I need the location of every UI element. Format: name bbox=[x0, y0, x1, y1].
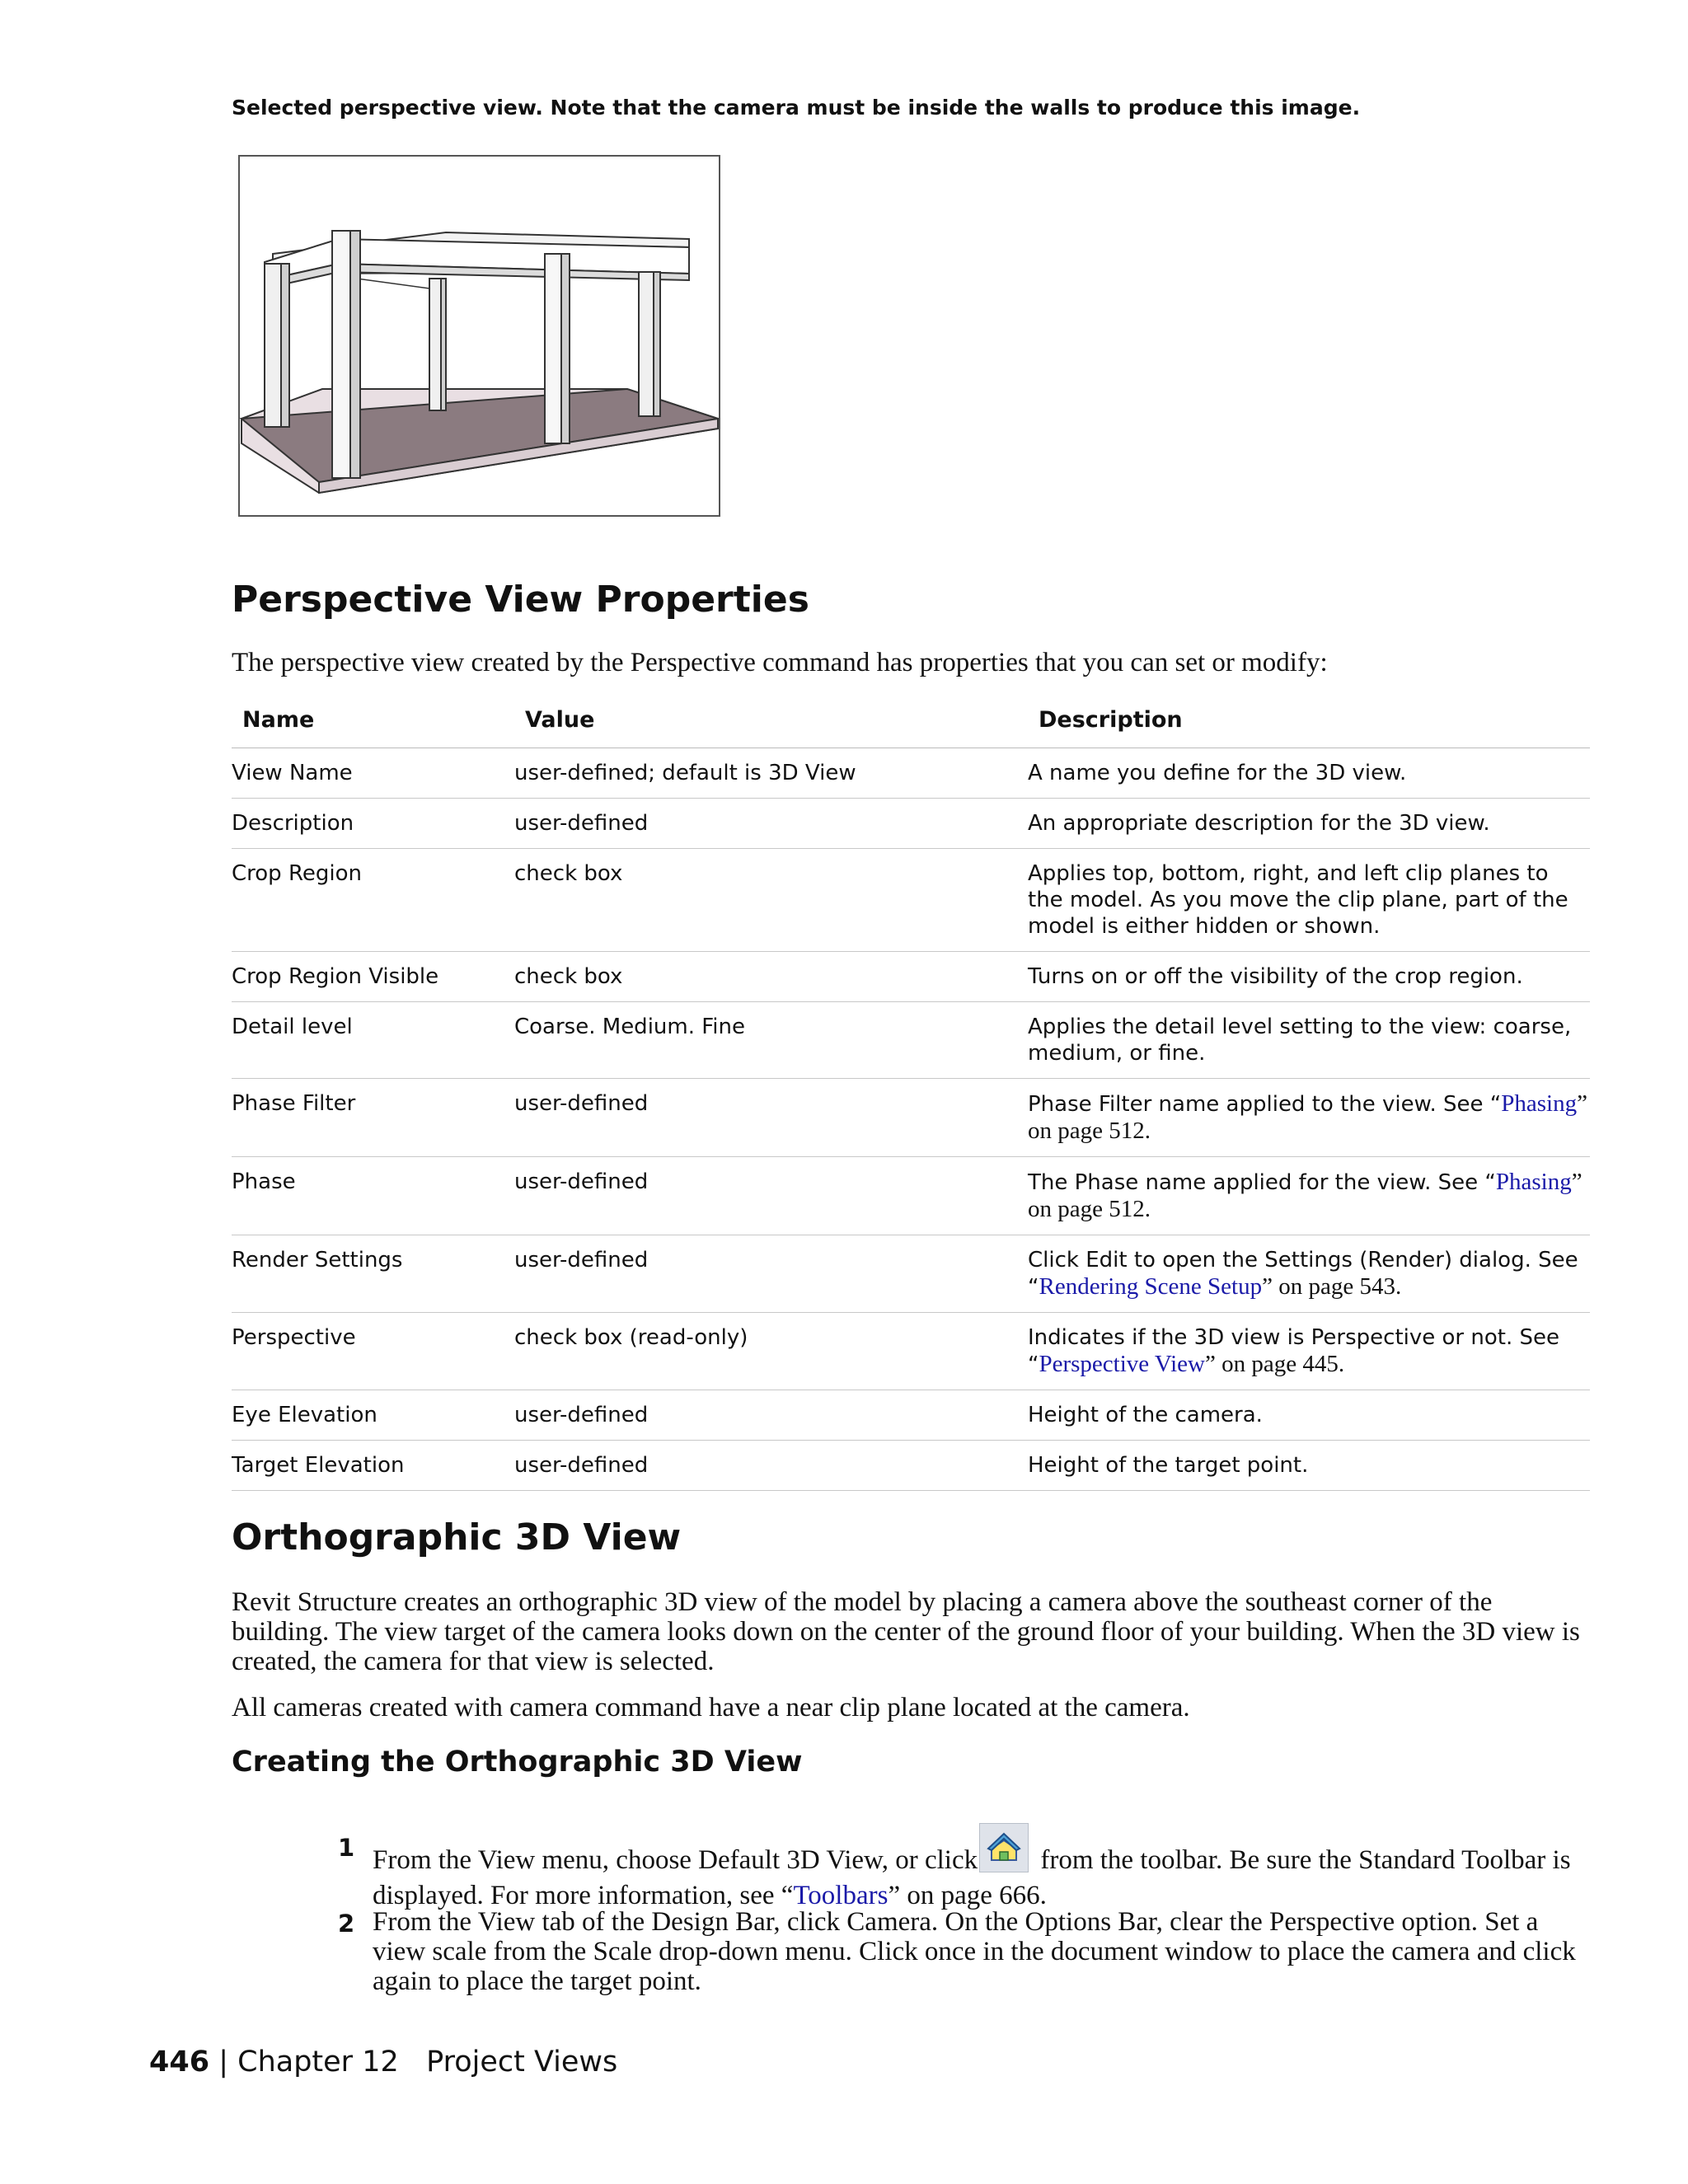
cell-description: Height of the camera. bbox=[1028, 1390, 1590, 1441]
cell-value: user-defined bbox=[514, 1079, 1028, 1157]
phasing-link[interactable]: Phasing bbox=[1501, 1090, 1578, 1117]
perspective-view-link[interactable]: Perspective View bbox=[1039, 1351, 1205, 1377]
table-row bbox=[232, 799, 1590, 849]
properties-table bbox=[232, 694, 1590, 1491]
page-number: 446 bbox=[149, 2046, 210, 2079]
orthographic-paragraph-1: Revit Structure creates an orthographic 3D view of the model by placing a camera above the southeast corner of the building. The view target of the camera looks down on the center of the ground floor of your building. When the 3D view is created, the camera for that view is selected. bbox=[232, 1587, 1580, 1676]
footer-chapter-title: Project Views bbox=[426, 2046, 618, 2079]
cell-name: Render Settings bbox=[232, 1235, 514, 1313]
rendering-scene-setup-link[interactable]: Rendering Scene Setup bbox=[1039, 1273, 1263, 1300]
table-row bbox=[232, 1441, 1590, 1491]
orthographic-paragraph-2: All cameras created with camera command have a near clip plane located at the camera. bbox=[232, 1693, 1190, 1722]
cell-value: user-defined; default is 3D View bbox=[514, 748, 1028, 799]
description-page-ref: ” on page 543. bbox=[1262, 1273, 1402, 1300]
figure-caption: Selected perspective view. Note that the camera must be inside the walls to produce this image. bbox=[232, 96, 1361, 120]
phasing-link[interactable]: Phasing bbox=[1495, 1169, 1572, 1195]
toolbars-link[interactable]: Toolbars bbox=[793, 1881, 889, 1910]
cell-description bbox=[1028, 1313, 1590, 1390]
table-row bbox=[232, 748, 1590, 799]
cell-description: A name you define for the 3D view. bbox=[1028, 748, 1590, 799]
cell-description bbox=[1028, 1079, 1590, 1157]
table-row bbox=[232, 849, 1590, 952]
column-header-description: Description bbox=[1028, 694, 1590, 748]
cell-value: user-defined bbox=[514, 1235, 1028, 1313]
description-page-ref: ” on page 512. bbox=[1028, 1090, 1587, 1144]
table-row bbox=[232, 1079, 1590, 1157]
cell-name: Eye Elevation bbox=[232, 1390, 514, 1441]
description-text: The Phase name applied for the view. See “ bbox=[1028, 1170, 1496, 1195]
default-3d-view-icon[interactable] bbox=[979, 1823, 1029, 1872]
cell-value: user-defined bbox=[514, 799, 1028, 849]
table-row bbox=[232, 1390, 1590, 1441]
footer-chapter: Chapter 12 bbox=[237, 2046, 399, 2079]
cell-value: check box bbox=[514, 849, 1028, 952]
cell-name: Phase bbox=[232, 1157, 514, 1235]
description-text: Phase Filter name applied to the view. See “ bbox=[1028, 1092, 1502, 1117]
cell-value: user-defined bbox=[514, 1390, 1028, 1441]
cell-name: Description bbox=[232, 799, 514, 849]
cell-description: An appropriate description for the 3D view. bbox=[1028, 799, 1590, 849]
cell-name: View Name bbox=[232, 748, 514, 799]
cell-description: Height of the target point. bbox=[1028, 1441, 1590, 1491]
cell-name: Detail level bbox=[232, 1002, 514, 1079]
column-header-name: Name bbox=[232, 694, 514, 748]
description-text: Indicates if the 3D view is Perspective or not. See “ bbox=[1028, 1325, 1559, 1377]
description-page-ref: ” on page 445. bbox=[1204, 1351, 1345, 1377]
page-footer bbox=[149, 2046, 617, 2079]
section-title-orthographic-3d-view: Orthographic 3D View bbox=[232, 1516, 682, 1558]
step-text-start: From the View menu, choose Default 3D View, or click bbox=[373, 1845, 978, 1875]
perspective-view-figure bbox=[238, 155, 720, 517]
cell-name: Target Elevation bbox=[232, 1441, 514, 1491]
cell-name: Crop Region bbox=[232, 849, 514, 952]
table-row bbox=[232, 1313, 1590, 1390]
step-text-end: ” on page 666. bbox=[888, 1881, 1047, 1910]
footer-separator: | bbox=[218, 2046, 228, 2079]
cell-description: Turns on or off the visibility of the crop region. bbox=[1028, 952, 1590, 1002]
step-text-middle: from the toolbar. Be sure the Standard Toolbar is displayed. For more information, see “ bbox=[373, 1845, 1571, 1910]
table-row bbox=[232, 1235, 1590, 1313]
cell-value: Coarse. Medium. Fine bbox=[514, 1002, 1028, 1079]
cell-value: user-defined bbox=[514, 1441, 1028, 1491]
structure-perspective-illustration bbox=[240, 157, 719, 515]
cell-description bbox=[1028, 1235, 1590, 1313]
description-page-ref: ” on page 512. bbox=[1028, 1169, 1582, 1222]
table-row bbox=[232, 1157, 1590, 1235]
step-text bbox=[373, 1831, 1591, 1910]
cell-name: Crop Region Visible bbox=[232, 952, 514, 1002]
cell-name: Perspective bbox=[232, 1313, 514, 1390]
step-text: From the View tab of the Design Bar, click Camera. On the Options Bar, clear the Perspective option. Set a view scale from the Scale drop-down menu. Click once in the document window to place the camera and click again to place the target point. bbox=[373, 1907, 1576, 1996]
table-row bbox=[232, 952, 1590, 1002]
description-text: Click Edit to open the Settings (Render) dialog. See “ bbox=[1028, 1248, 1578, 1300]
cell-description bbox=[1028, 1157, 1590, 1235]
cell-value: user-defined bbox=[514, 1157, 1028, 1235]
step-number: 1 bbox=[338, 1834, 355, 1862]
section-title-perspective-view-properties: Perspective View Properties bbox=[232, 579, 809, 621]
cell-value: check box bbox=[514, 952, 1028, 1002]
cell-name: Phase Filter bbox=[232, 1079, 514, 1157]
step-number: 2 bbox=[338, 1910, 355, 1938]
table-row bbox=[232, 1002, 1590, 1079]
cell-value: check box (read-only) bbox=[514, 1313, 1028, 1390]
cell-description: Applies top, bottom, right, and left clip planes to the model. As you move the clip plane, part of the model is either hidden or shown. bbox=[1028, 849, 1590, 952]
table-header-row bbox=[232, 694, 1590, 748]
section-intro: The perspective view created by the Perspective command has properties that you can set or modify: bbox=[232, 648, 1328, 677]
cell-description: Applies the detail level setting to the view: coarse, medium, or fine. bbox=[1028, 1002, 1590, 1079]
subsection-title-creating-orthographic-view: Creating the Orthographic 3D View bbox=[232, 1746, 803, 1779]
column-header-value: Value bbox=[514, 694, 1028, 748]
